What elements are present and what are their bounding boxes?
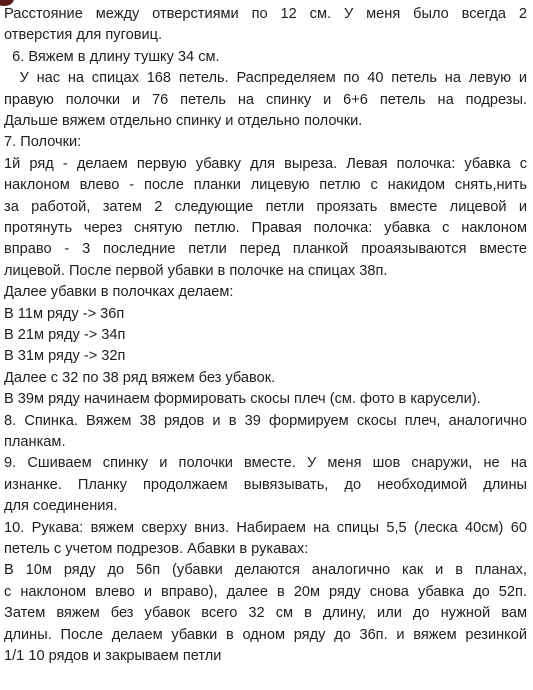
text-line: за работой, затем 2 следующие петли проязать вместе лицевой и [4,198,527,215]
text-line: В 21м ряду -> 34п [4,327,126,343]
text-line: В 10м ряду до 56п (убавки делаются аналогично как и в планах, [4,562,527,579]
text-line: изнанке. Планку продолжаем вывязывать, до необходимой длины [4,476,527,493]
text-line: наклоном влево - после планки лицевую петлю с накидом снять,нить [4,177,527,194]
text-line: с наклоном влево и вправо), далее в 20м ряду снова убавка до 52п. [4,583,527,600]
text-line: У нас на спицах 168 петель. Распределяем по 40 петель на левую и [4,70,527,87]
text-line: Расстояние между отверстиями по 12 см. У меня было всегда 2 [4,6,527,22]
text-line: В 31м ряду -> 32п [4,348,126,365]
text-line: Дальше вяжем отдельно спинку и отдельно полочки. [4,113,363,129]
text-line: 6. Вяжем в длину тушку 34 см. [4,48,220,65]
text-line: протянуть через снятую петлю. Правая полочка: убавка с наклоном [4,220,527,236]
text-line: 1й ряд - делаем первую убавку для выреза. Левая полочка: убавка с [4,155,527,172]
text-line: 10. Рукава: вяжем сверху вниз. Набираем на спицы 5,5 (леска 40см) 60 [4,519,527,536]
text-line: Далее убавки в полочках делаем: [4,284,234,301]
text-line: 1/1 10 рядов и закрываем петли [4,648,222,664]
text-line: для соединения. [4,498,118,515]
text-line: Затем вяжем без убавок всего 32 см в длину, или до нужной вам [4,605,527,622]
text-line: 7. Полочки: [4,134,82,151]
text-line: длины. После делаем убавки в одном ряду до 36п. и вяжем резинкой [4,626,527,643]
text-line: В 11м ряду -> 36п [4,305,125,322]
text-line: правую полочки и 76 петель на спинку и 6+6 петель на подрезы. [4,91,527,108]
text-line: лицевой. После первой убавки в полочке на спицах 38п. [4,262,388,279]
text-line: 9. Сшиваем спинку и полочки вместе. У меня шов снаружи, не на [4,455,527,472]
text-line: планкам. [4,434,66,450]
text-line: отверстия для пуговиц. [4,27,163,44]
text-line: В 39м ряду начинаем формировать скосы плеч (см. фото в карусели). [4,391,481,408]
text-line: вправо - 3 последние петли перед планкой проаязываются вместе [4,241,527,258]
text-line: Далее с 32 по 38 ряд вяжем без убавок. [4,369,276,386]
text-line: петель с учетом подрезов. Абавки в рукавах: [4,541,309,557]
text-line: 8. Спинка. Вяжем 38 рядов и в 39 формируем скосы плеч, аналогично [4,412,527,429]
